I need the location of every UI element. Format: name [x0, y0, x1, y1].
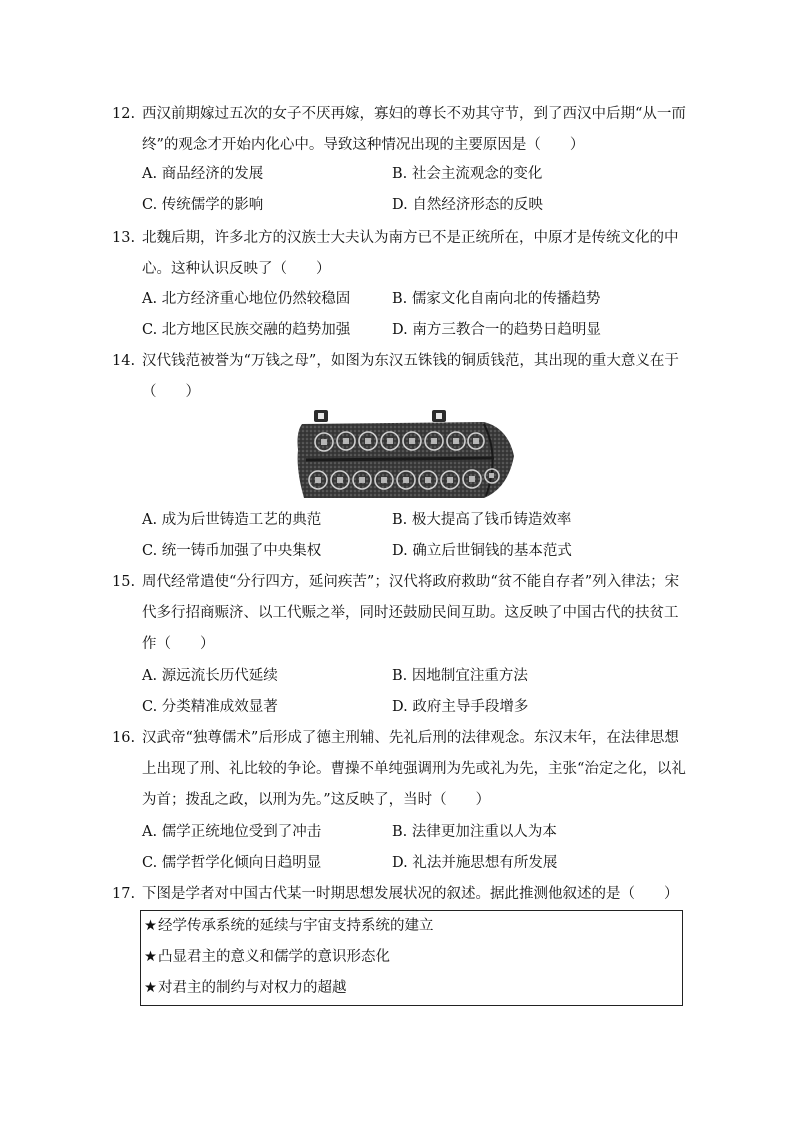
question-stem: 汉武帝“独尊儒术”后形成了德主刑辅、先礼后刑的法律观念。东汉末年，在法律思想上出现了刑、礼比较的争论。曹操不单纯强调刑为先或礼为先，主张“治定之化，以礼为首；拨乱之政，以刑为先。”这反映了，当时（ ） [142, 730, 686, 808]
option-c: C. 统一铸币加强了中央集权 [142, 543, 322, 559]
question-16 [112, 723, 687, 816]
question-stem: 下图是学者对中国古代某一时期思想发展状况的叙述。据此推测他叙述的是（ ） [142, 886, 679, 902]
question-16-options [142, 817, 702, 879]
question-17 [112, 879, 687, 910]
option-b: B. 法律更加注重以人为本 [392, 824, 557, 840]
question-12 [112, 99, 687, 161]
option-a: A. 儒学正统地位受到了冲击 [142, 824, 322, 840]
question-stem: 西汉前期嫁过五次的女子不厌再嫁，寡妇的尊长不劝其守节，到了西汉中后期“从一而终”的观念才开始内化心中。导致这种情况出现的主要原因是（ ） [142, 106, 686, 153]
star-icon: ★ [144, 980, 157, 996]
quote-box [140, 910, 683, 1006]
option-d: D. 政府主导手段增多 [392, 699, 529, 715]
option-d: D. 礼法并施思想有所发展 [392, 855, 558, 871]
question-15 [112, 567, 687, 660]
question-number: 13. [112, 230, 136, 246]
question-number: 17. [112, 886, 136, 902]
option-c: C. 分类精准成效显著 [142, 699, 278, 715]
option-a: A. 源远流长历代延续 [142, 668, 278, 684]
question-number: 15. [112, 574, 136, 590]
option-d: D. 南方三教合一的趋势日趋明显 [392, 322, 601, 338]
option-c: C. 北方地区民族交融的趋势加强 [142, 322, 351, 338]
box-line: ★对君主的制约与对权力的超越 [141, 973, 682, 1004]
question-number: 12. [112, 106, 136, 122]
question-14-options [142, 505, 702, 567]
star-icon: ★ [144, 949, 157, 965]
question-number: 14. [112, 353, 136, 369]
question-12-options [142, 159, 702, 221]
question-stem: 周代经常遣使“分行四方，延问疾苦”；汉代将政府救助“贫不能自存者”列入律法；宋代多行招商赈济、以工代赈之举，同时还鼓励民间互助。这反映了中国古代的扶贫工作（ ） [142, 574, 680, 652]
star-icon: ★ [144, 918, 157, 934]
question-15-options [142, 661, 702, 723]
question-stem: 北魏后期，许多北方的汉族士大夫认为南方已不是正统所在，中原才是传统文化的中心。这种认识反映了（ ） [142, 230, 679, 277]
option-a: A. 商品经济的发展 [142, 166, 264, 182]
question-13 [112, 223, 687, 285]
option-b: B. 儒家文化自南向北的传播趋势 [392, 291, 601, 307]
question-13-options [142, 284, 702, 346]
box-line: ★经学传承系统的延续与宇宙支持系统的建立 [141, 911, 682, 942]
question-stem: 汉代钱范被誉为“万钱之母”，如图为东汉五铢钱的铜质钱范，其出现的重大意义在于（ ） [142, 353, 679, 400]
coin-mold-figure [294, 410, 516, 502]
option-c: C. 传统儒学的影响 [142, 197, 264, 213]
question-14 [112, 346, 687, 408]
option-b: B. 社会主流观念的变化 [392, 166, 543, 182]
option-b: B. 极大提高了钱币铸造效率 [392, 512, 572, 528]
question-number: 16. [112, 730, 136, 746]
option-a: A. 成为后世铸造工艺的典范 [142, 512, 322, 528]
option-d: D. 确立后世铜钱的基本范式 [392, 543, 572, 559]
option-d: D. 自然经济形态的反映 [392, 197, 543, 213]
box-line: ★凸显君主的意义和儒学的意识形态化 [141, 942, 682, 973]
option-c: C. 儒学哲学化倾向日趋明显 [142, 855, 322, 871]
option-b: B. 因地制宜注重方法 [392, 668, 528, 684]
option-a: A. 北方经济重心地位仍然较稳固 [142, 291, 351, 307]
